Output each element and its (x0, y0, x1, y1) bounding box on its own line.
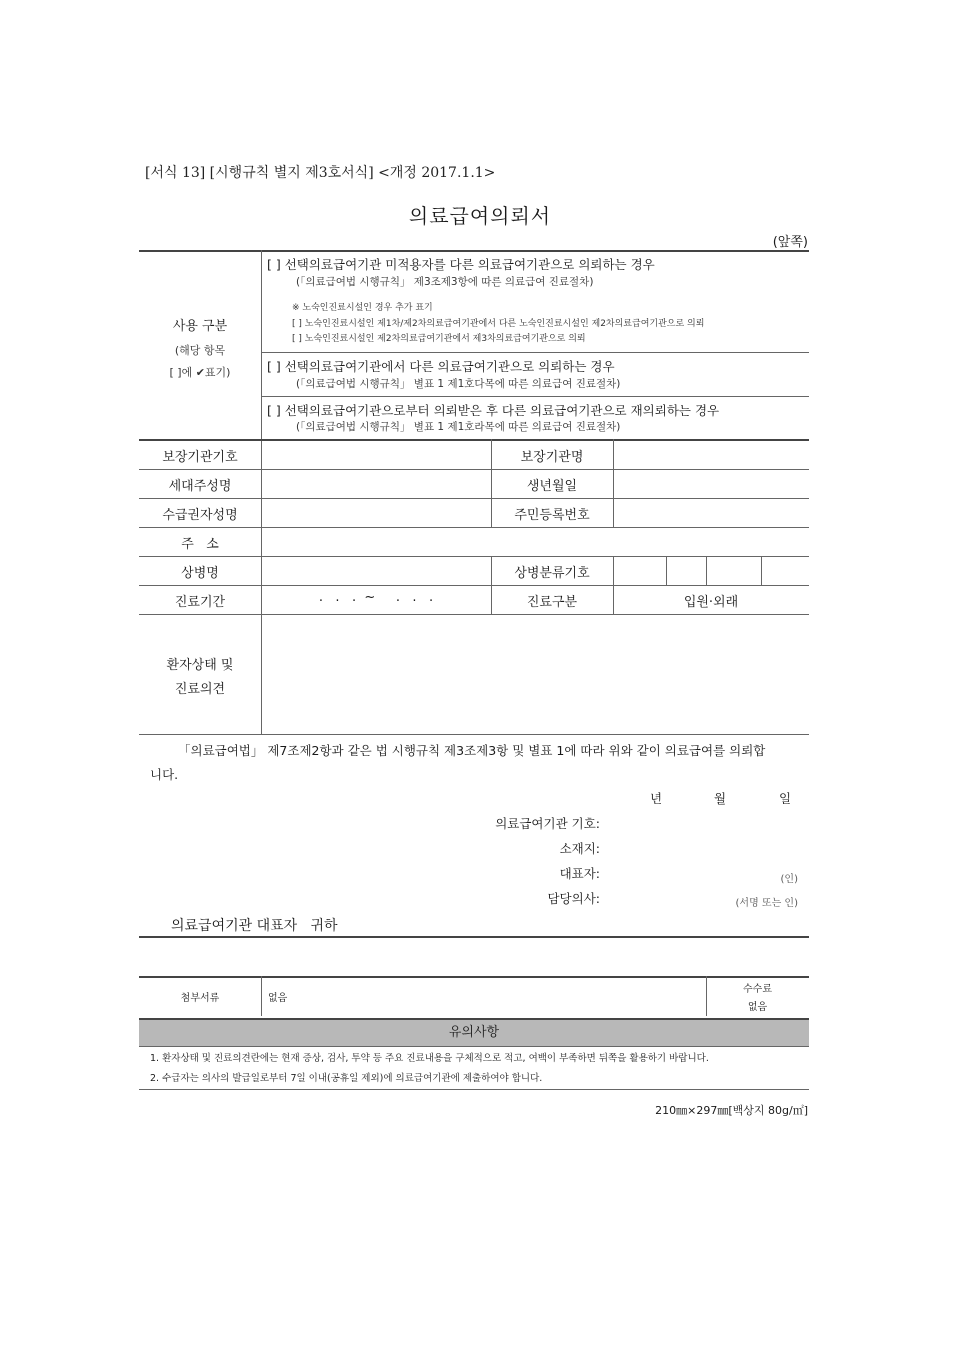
usage-divider-1 (261, 352, 809, 353)
row-divider-5 (139, 585, 809, 586)
usage-label-line2: (해당 항목 (174, 344, 226, 357)
disease-name-label: 상병명 (181, 566, 219, 581)
seal-mark[interactable]: (인) (780, 874, 798, 885)
recipient-name-field[interactable] (262, 499, 490, 526)
recipient-underline (139, 936, 809, 938)
representative-label: 대표자: (559, 866, 600, 881)
fee-value: 없음 (747, 1002, 768, 1013)
resident-no-label: 주민등록번호 (514, 508, 590, 523)
insurer-name-field[interactable] (614, 440, 808, 468)
attachment-label: 첨부서류 (180, 993, 220, 1004)
insurer-code-field[interactable] (262, 440, 490, 468)
usage-option-3-basis: (「의료급여법 시행규칙」 별표 1 제1호라목에 따른 의료급여 진료절차) (296, 421, 621, 433)
attachment-value: 없음 (268, 993, 288, 1004)
recipient-line: 의료급여기관 대표자 귀하 (171, 918, 338, 934)
usage-option-1-note-a[interactable]: [ ] 노숙인진료시설인 제1차/제2차의료급여기관에서 다른 노숙인진료시설인 제2차의료급여기관으로 의뢰 (292, 319, 705, 329)
disease-code-label: 상병분류기호 (514, 566, 590, 581)
head-name-field[interactable] (262, 470, 490, 497)
period-label: 진료기간 (174, 595, 226, 610)
location-label: 소재지: (559, 841, 600, 856)
condition-label (139, 654, 261, 702)
usage-option-1-note: ※ 노숙인진료시설인 경우 추가 표기 (292, 303, 433, 313)
date-day[interactable]: 일 (779, 791, 792, 806)
usage-divider-2 (261, 396, 809, 397)
front-side-label: (앞쪽) (772, 235, 808, 250)
period-field[interactable]: . . . ~ . . . (318, 590, 434, 605)
disease-name-field[interactable] (262, 557, 490, 584)
doctor-label: 담당의사: (547, 891, 600, 906)
form-header: [서식 13] [시행규칙 별지 제3호서식] <개정 2017.1.1> (145, 165, 496, 181)
recipient-name-label: 수급권자성명 (162, 508, 238, 523)
doctor-sign-mark[interactable]: (서명 또는 인) (735, 898, 798, 909)
inst-code-label: 의료급여기관 기호: (495, 816, 600, 831)
usage-label (139, 315, 261, 380)
insurer-name-label: 보장기관명 (520, 450, 584, 465)
table-top-border (139, 250, 809, 252)
notice-item-1: 1. 환자상태 및 진료의견란에는 현재 증상, 검사, 투약 등 주요 진료내용을 구체적으로 적고, 여백이 부족하면 뒤쪽을 활용하기 바랍니다. (150, 1053, 709, 1064)
usage-label-line1: 사용 구분 (172, 319, 228, 334)
usage-option-3[interactable]: [ ] 선택의료급여기관으로부터 의뢰받은 후 다른 의료급여기관으로 재의뢰하는 경우 (267, 403, 720, 418)
resident-no-field[interactable] (614, 499, 808, 526)
attachment-top-border (139, 976, 809, 978)
attachment-divider-1 (261, 976, 262, 1016)
notice-bottom-border (139, 1089, 809, 1090)
condition-field[interactable] (262, 615, 808, 733)
usage-option-1-note-b[interactable]: [ ] 노숙인진료시설인 제2차의료급여기관에서 제3차의료급여기관으로 의뢰 (292, 334, 586, 344)
usage-option-2[interactable]: [ ] 선택의료급여기관에서 다른 의료급여기관으로 의뢰하는 경우 (267, 359, 615, 374)
condition-label-line1: 환자상태 및 (166, 658, 234, 673)
usage-option-2-basis: (「의료급여법 시행규칙」 별표 1 제1호다목에 따른 의료급여 진료절차) (296, 378, 621, 390)
address-label: 주 소 (181, 537, 219, 552)
usage-option-1-basis: (「의료급여법 시행규칙」 제3조제3항에 따른 의료급여 진료절차) (296, 276, 594, 288)
date-year[interactable]: 년 (650, 791, 663, 806)
notice-title: 유의사항 (139, 1018, 809, 1047)
date-month[interactable]: 월 (714, 791, 727, 806)
care-type-field[interactable]: 입원·외래 (683, 595, 739, 610)
birth-label: 생년월일 (526, 479, 578, 494)
care-type-label: 진료구분 (526, 595, 578, 610)
disease-code-field[interactable] (614, 557, 808, 584)
usage-option-1[interactable]: [ ] 선택의료급여기관 미적용자를 다른 의료급여기관으로 의뢰하는 경우 (267, 257, 655, 272)
notice-item-2: 2. 수급자는 의사의 발급일로부터 7일 이내(공휴일 제외)에 의료급여기관에 제출하여야 합니다. (150, 1073, 543, 1084)
statement-line-2: 니다. (150, 767, 179, 782)
paper-spec: 210㎜×297㎜[백상지 80g/㎡] (655, 1104, 808, 1117)
head-name-label: 세대주성명 (168, 479, 232, 494)
fee-label: 수수료 (743, 984, 772, 995)
birth-field[interactable] (614, 470, 808, 497)
page-title: 의료급여의뢰서 (408, 204, 552, 228)
statement-line-1: 「의료급여법」 제7조제2항과 같은 법 시행규칙 제3조제3항 및 별표 1에 따라 위와 같이 의료급여를 의뢰합 (178, 743, 766, 758)
insurer-code-label: 보장기관기호 (162, 450, 238, 465)
usage-label-line3: [ ]에 ✔표기) (169, 366, 231, 379)
condition-label-line2: 진료의견 (174, 682, 226, 697)
info-bottom-border (139, 734, 809, 735)
address-field[interactable] (262, 528, 808, 555)
